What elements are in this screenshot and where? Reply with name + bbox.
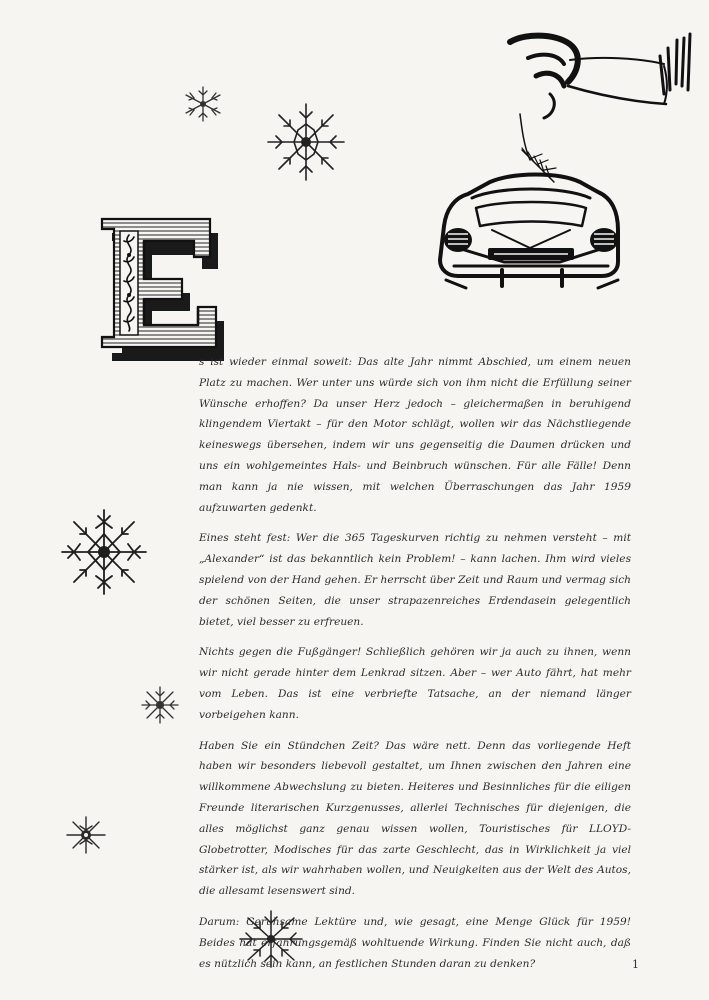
snowflake-small-bottom-left-icon [64,814,108,856]
snowflake-large-left-icon [58,506,150,598]
snowflake-large-top-icon [264,100,348,184]
decorative-initial-e [98,213,260,365]
page-number: 1 [632,958,639,971]
paragraph-2: Eines steht fest: Wer die 365 Tageskurven richtig zu nehmen versteht – mit „Alexander“ ist das bekanntlich kein Problem! – kann lachen. Ihm wird vieles spielend von der Hand gehen. Er herrscht über Zeit und Raum und vermag sich der schönen Seiten, die unser strapazenreiches Erdendasein gelegentlich bietet, viel besser zu erfreuen. [199,532,631,628]
hand-and-car-illustration [432,30,704,298]
snowflake-small-top-icon [182,84,224,124]
headlight-right [590,228,618,252]
article-body [199,352,631,984]
paragraph-5: Darum: Geruhsame Lektüre und, wie gesagt, eine Menge Glück für 1959! Beides hat erfahrungsgemäß wohltuende Wirkung. Finden Sie nicht auch, daß es nützlich sein kann, an festlichen Stunden daran zu denken? [199,915,631,970]
snowflake-small-middle-icon [138,684,182,726]
paragraph-4: Haben Sie ein Stündchen Zeit? Das wäre nett. Denn das vorliegende Heft haben wir besonders liebevoll gestaltet, um Ihnen zwischen den Jahren eine willkommene Abwechslung zu bieten. Heiteres und Besinnliches für die eiligen Freunde literarischen Kurzgenusses, allerlei Technisches für diejenigen, die alles möglichst ganz genau wissen wollen, Touristisches für LLOYD-Globetrotter, Modisches für das zarte Geschlecht, das in Wirklichkeit ja viel stärker ist, als wir wahrhaben wollen, und Neuigkeiten aus der Welt des Autos, die allesamt lesenswert sind. [199,739,631,898]
paragraph-3: Nichts gegen die Fußgänger! Schließlich gehören wir ja auch zu ihnen, wenn wir nicht gerade hinter dem Lenkrad sitzen. Aber – wer Auto fährt, hat mehr vom Leben. Das ist eine verbriefte Tatsache, an der niemand länger vorbeigehen kann. [199,646,631,721]
headlight-left [444,228,472,252]
paragraph-intro: s ist wieder einmal soweit: Das alte Jahr nimmt Abschied, um einem neuen Platz zu machen. Wer unter uns würde sich von ihm nicht die Erfüllung seiner Wünsche erhoffen? Da unser Herz jedoch – gleichermaßen in beruhigend klingendem Viertakt – für den Motor schlägt, wollen wir das Nächstliegende keineswegs übersehen, indem wir uns gegenseitig die Daumen drücken und uns ein wohlgemeintes Hals- und Beinbruch wünschen. Für alle Fälle! Denn man kann ja nie wissen, mit welchen Überraschungen das Jahr 1959 aufzuwarten gedenkt. [199,356,631,514]
